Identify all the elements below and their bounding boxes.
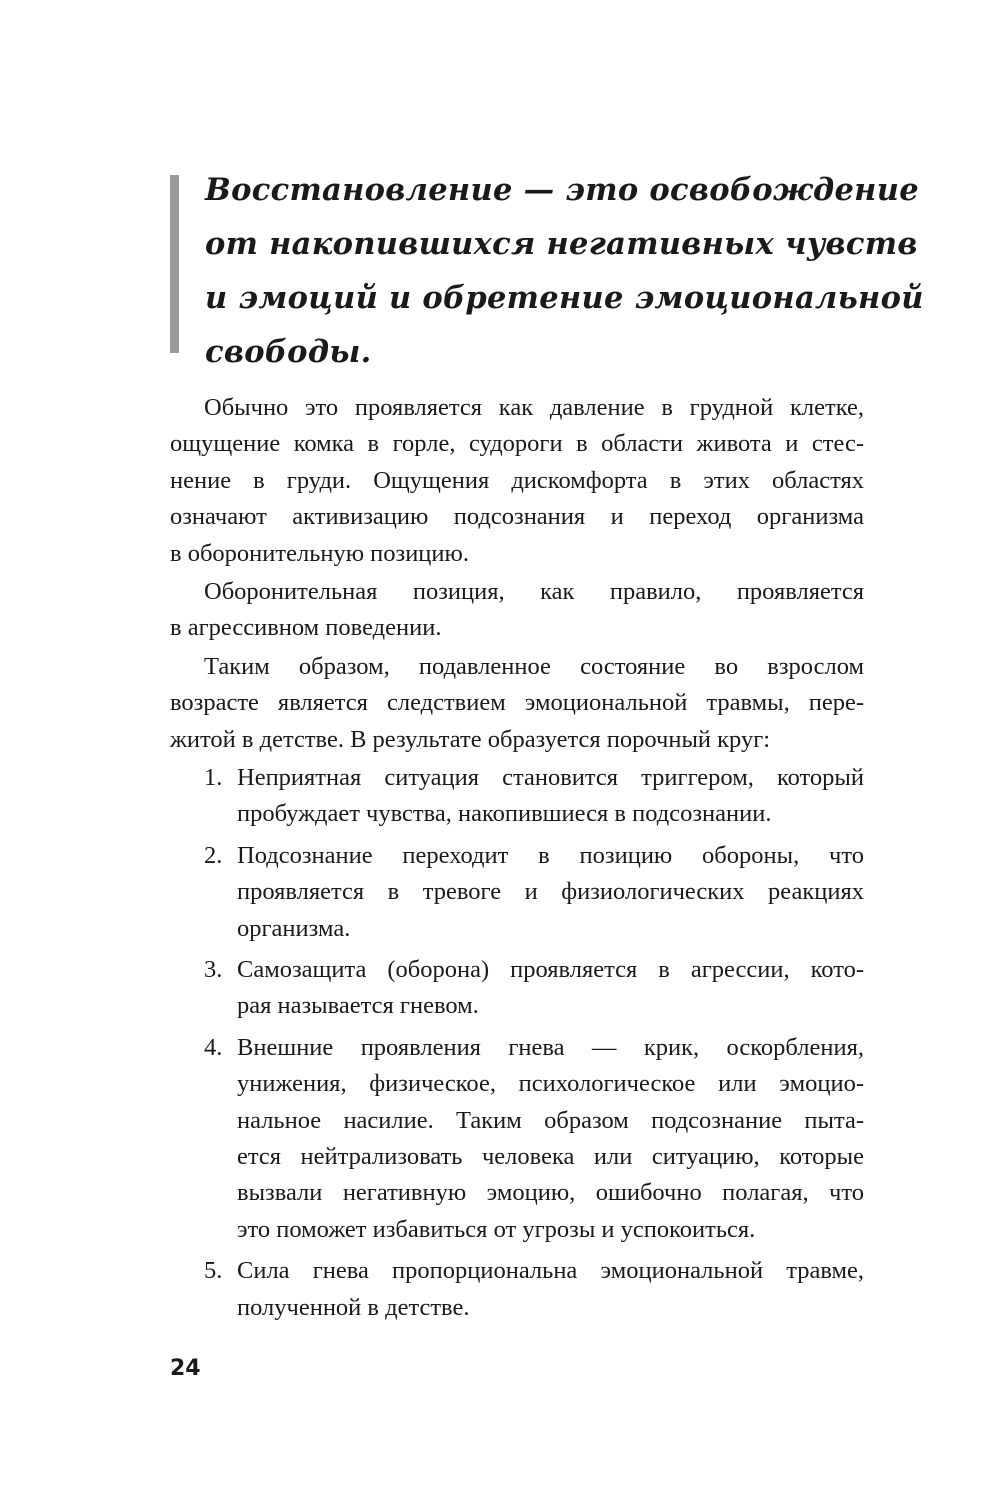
paragraph-line: нение в груди. Ощущения дискомфорта в этих областях [170,466,864,494]
list-item-line: Подсознание переходит в позицию обороны, что [237,841,864,869]
list-item-number: 4. [204,1033,223,1061]
list-item-line: Самозащита (оборона) проявляется в агрессии, кото- [237,956,864,984]
list-item [170,760,864,833]
pull-quote-line: и эмоций и обретение эмоциональной [205,280,924,316]
paragraph-line: в оборонительную позицию. [170,539,469,567]
list-item-line: проявляется в тревоге и физиологических реакциях [237,878,864,906]
paragraph [170,390,864,572]
list-item [170,838,864,947]
list-item-number: 5. [204,1257,223,1285]
pull-quote-bar [170,175,179,353]
list-item-line: Неприятная ситуация становится триггером, который [237,764,864,791]
numbered-list [170,760,864,1331]
paragraph [170,649,864,758]
list-item-line: полученной в детстве. [237,1293,470,1321]
list-item-number: 1. [204,764,223,791]
paragraph-line: Оборонительная позиция, как правило, проявляется [204,578,864,606]
list-item-number: 3. [204,956,223,984]
list-item-number: 2. [204,841,223,869]
list-item-line: рая называется гневом. [237,992,479,1020]
list-item [170,1030,864,1248]
paragraph-line: Таким образом, подавленное состояние во взрослом [204,652,864,680]
pull-quote-line: Восстановление — это освобождение [205,172,919,208]
list-item-line: Внешние проявления гнева — крик, оскорбления, [237,1033,864,1061]
pull-quote-line: свободы. [205,334,372,370]
paragraph-line: Обычно это проявляется как давление в грудной клетке, [204,394,864,421]
paragraph-line: возрасте является следствием эмоциональной травмы, пере- [170,689,864,717]
paragraph-line: ощущение комка в горле, судороги в области живота и стес- [170,430,864,458]
paragraph-line: в агрессивном поведении. [170,614,442,642]
page-number: 24 [170,1356,201,1381]
list-item-line: это поможет избавиться от угрозы и успокоиться. [237,1215,756,1243]
body-text [170,390,864,760]
list-item-line: пробуждает чувства, накопившиеся в подсознании. [237,800,772,828]
list-item-line: ется нейтрализовать человека или ситуацию, которые [237,1143,864,1171]
paragraph-line: житой в детстве. В результате образуется порочный круг: [170,725,771,753]
pull-quote-line: от накопившихся негативных чувств [205,226,918,262]
paragraph [170,574,864,647]
list-item-line: Сила гнева пропорциональна эмоциональной травме, [237,1257,864,1285]
list-item-line: нальное насилие. Таким образом подсознание пыта- [237,1106,864,1134]
list-item-line: вызвали негативную эмоцию, ошибочно полагая, что [237,1179,864,1207]
list-item [170,952,864,1025]
list-item-line: организма. [237,914,351,942]
pull-quote [205,163,924,379]
paragraph-line: означают активизацию подсознания и переход организма [170,503,864,531]
list-item-line: унижения, физическое, психологическое или эмоцио- [237,1070,864,1098]
list-item [170,1253,864,1326]
